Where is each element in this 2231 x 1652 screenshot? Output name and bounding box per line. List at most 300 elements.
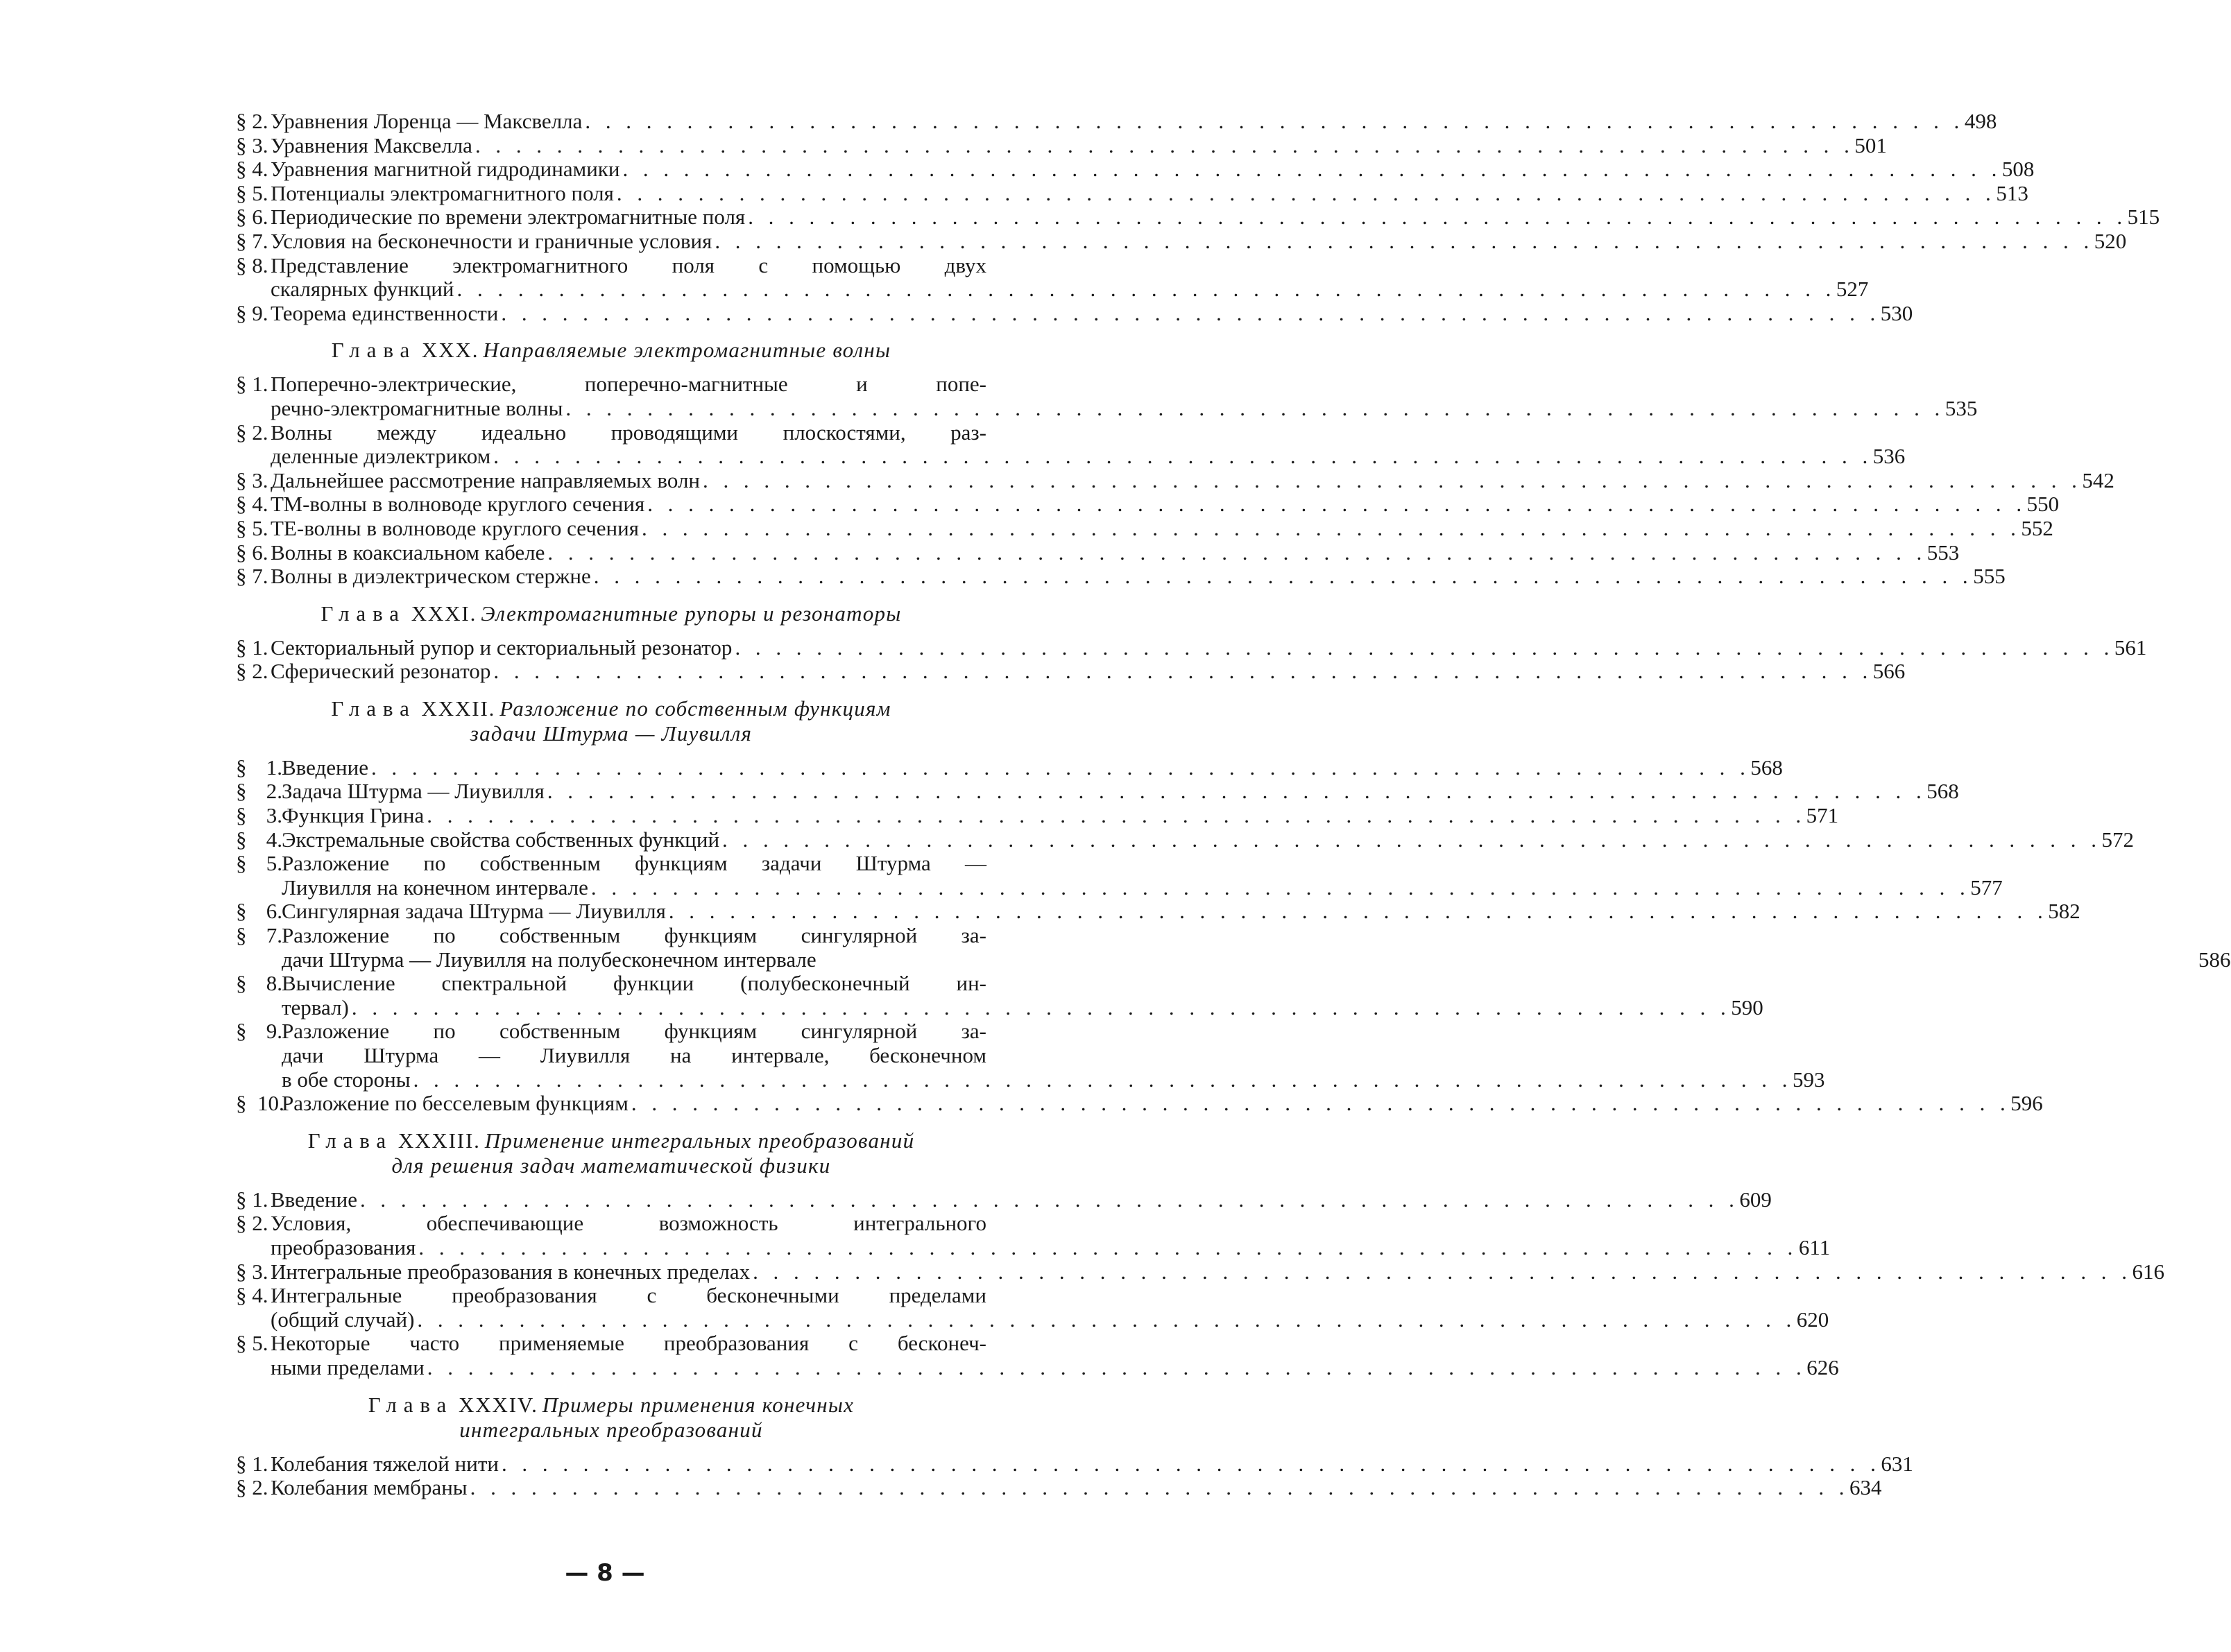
toc-entry <box>236 635 2147 660</box>
entry-line <box>271 444 1906 469</box>
entry-line <box>271 635 2147 660</box>
page-ref: 553 <box>1926 540 1960 565</box>
toc-entry <box>236 1331 1839 1379</box>
entry-line <box>282 899 2080 924</box>
entry-text <box>271 109 1997 134</box>
dot-leader <box>470 1476 1845 1500</box>
dot-leader <box>642 517 2016 541</box>
dot-leader <box>413 1068 1788 1092</box>
toc-entry <box>236 1091 2043 1116</box>
toc-block <box>236 601 2147 684</box>
section-index: 1. <box>252 1451 268 1476</box>
table-of-contents <box>236 109 2231 1500</box>
section-index: 3. <box>266 803 282 828</box>
chapter-title: Разложение по собственным функциям <box>499 696 891 721</box>
page-ref: 550 <box>2026 492 2060 517</box>
section-index: 5. <box>252 180 268 205</box>
section-number <box>236 254 271 278</box>
section-mark: § <box>236 899 247 924</box>
section-mark: § <box>236 132 247 157</box>
section-mark: § <box>236 1211 247 1236</box>
section-number <box>236 205 271 230</box>
entry-line: дачи Штурма — Лиувилля на интервале, бесконечном <box>282 1043 986 1067</box>
entry-title: тервал) <box>282 995 349 1019</box>
section-number <box>236 541 271 565</box>
section-index: 9. <box>252 300 268 325</box>
entry-line: Некоторые часто применяемые преобразования с бесконеч- <box>271 1331 986 1356</box>
section-number <box>236 1476 271 1500</box>
dot-leader <box>502 1452 1876 1477</box>
section-mark: § <box>236 1091 247 1116</box>
section-mark: § <box>236 803 247 828</box>
entry-text <box>271 1475 1882 1500</box>
section-mark: § <box>236 923 247 948</box>
entry-text <box>271 564 2006 589</box>
section-number <box>236 852 282 876</box>
entry-text <box>271 467 2114 493</box>
section-index: 3. <box>252 132 268 157</box>
entry-title: Введение <box>282 755 368 780</box>
entry-text <box>271 492 2060 517</box>
section-number <box>236 900 282 924</box>
section-number <box>236 924 282 948</box>
entry-title: Потенциалы электромагнитного поля <box>271 180 614 205</box>
section-number <box>236 565 271 589</box>
page-number: — 8 — <box>565 1559 645 1587</box>
section-number <box>236 182 271 206</box>
entry-line <box>282 995 1763 1020</box>
page-ref: 520 <box>2094 228 2127 253</box>
page-ref: 508 <box>2001 157 2035 182</box>
entry-line <box>271 277 1869 302</box>
section-number <box>236 421 271 445</box>
chapter-word: Глава <box>320 601 406 626</box>
chapter-title: Применение интегральных преобразований <box>484 1128 915 1153</box>
entry-text <box>271 1283 1829 1332</box>
section-index: 1. <box>252 372 268 397</box>
section-mark: § <box>236 851 247 876</box>
entry-title: Периодические по времени электромагнитные поля <box>271 205 746 230</box>
entry-text <box>271 157 2035 182</box>
entry-text <box>271 659 1906 684</box>
dot-leader <box>715 230 2089 254</box>
chapter-heading <box>236 338 986 363</box>
section-number <box>236 1284 271 1308</box>
section-number <box>236 636 271 660</box>
section-number <box>236 492 271 517</box>
entry-title: скалярных функций <box>271 277 454 302</box>
entry-text <box>271 635 2147 660</box>
toc-entry <box>236 205 2160 230</box>
page-ref: 572 <box>2101 827 2134 852</box>
toc-entry <box>236 827 2134 852</box>
section-mark: § <box>236 1019 247 1044</box>
page-ref: 616 <box>2132 1259 2165 1284</box>
entry-title: (общий случай) <box>271 1307 415 1332</box>
section-index: 1. <box>252 635 268 660</box>
toc-entry <box>236 157 2035 182</box>
toc-entry <box>236 492 2060 517</box>
dot-leader <box>352 996 1726 1020</box>
entry-title: ными пределами <box>271 1354 425 1379</box>
entry-text <box>271 1187 1772 1212</box>
entry-line <box>271 1187 1772 1212</box>
entry-line <box>271 109 1997 134</box>
toc-entry <box>236 1283 1829 1332</box>
toc-block <box>236 338 2114 589</box>
section-mark: § <box>236 300 247 325</box>
section-mark: § <box>236 515 247 540</box>
chapter-title: задачи Штурма — Лиувилля <box>470 721 753 746</box>
entry-line <box>271 1234 1831 1260</box>
entry-title: Введение <box>271 1187 357 1212</box>
section-index: 2. <box>252 1475 268 1500</box>
entry-title: Разложение по бесселевым функциям <box>282 1091 629 1116</box>
toc-entry <box>236 1187 1772 1212</box>
entry-text <box>282 899 2080 924</box>
dot-leader <box>360 1188 1734 1212</box>
chapter-word: Глава <box>368 1392 454 1417</box>
entry-title: Колебания тяжелой нити <box>271 1451 499 1476</box>
entry-title: Условия на бесконечности и граничные условия <box>271 228 712 253</box>
toc-block <box>236 109 2160 325</box>
entry-text <box>282 779 1959 804</box>
entry-line <box>282 827 2134 852</box>
section-number <box>236 134 271 158</box>
entry-title: Экстремальные свойства собственных функций <box>282 827 720 852</box>
section-number <box>236 972 282 996</box>
section-number <box>236 660 271 684</box>
entry-line <box>282 779 1959 804</box>
section-index: 2. <box>252 420 268 445</box>
section-number <box>236 828 282 852</box>
chapter-heading <box>236 696 986 746</box>
toc-entry <box>236 1019 1825 1092</box>
page-ref: 527 <box>1836 277 1869 302</box>
entry-line <box>271 1451 1913 1477</box>
entry-text <box>282 803 1839 828</box>
dot-leader <box>417 1308 1791 1332</box>
entry-line <box>271 564 2006 589</box>
dot-leader <box>457 277 1831 302</box>
section-number <box>236 372 271 397</box>
dot-leader <box>617 182 1991 206</box>
page-ref: 631 <box>1881 1451 1913 1476</box>
entry-title: Функция Грина <box>282 803 425 828</box>
page-ref: 611 <box>1798 1234 1831 1259</box>
page-ref: 586 <box>2198 947 2231 972</box>
entry-text <box>282 755 1783 780</box>
section-mark: § <box>236 492 247 517</box>
page-ref: 535 <box>1944 395 1978 420</box>
section-number <box>236 157 271 182</box>
toc-block <box>236 1392 1913 1500</box>
section-number <box>236 1260 271 1284</box>
entry-line <box>271 492 2060 517</box>
dot-leader <box>475 134 1849 158</box>
section-index: 5. <box>252 515 268 540</box>
dot-leader <box>594 565 1968 589</box>
dot-leader <box>493 660 1867 684</box>
chapter-title: интегральных преобразований <box>459 1417 763 1442</box>
entry-title: Теорема единственности <box>271 300 499 325</box>
chapter-number: XXXIII. <box>398 1128 481 1153</box>
toc-block <box>236 696 2231 1116</box>
chapter-title: Электромагнитные рупоры и резонаторы <box>481 601 902 626</box>
entry-line <box>282 875 2003 900</box>
toc-entry <box>236 515 2053 541</box>
chapter-heading <box>236 1128 986 1178</box>
entry-text <box>282 971 1763 1019</box>
entry-text <box>271 1331 1839 1379</box>
dot-leader <box>631 1092 2006 1116</box>
section-number <box>236 756 282 780</box>
section-mark: § <box>236 109 247 133</box>
section-number <box>236 1019 282 1044</box>
dot-leader <box>427 804 1801 828</box>
entry-title: ТЕ-волны в волноводе круглого сечения <box>271 515 639 540</box>
entry-title: Волны в диэлектрическом стержне <box>271 564 591 589</box>
section-index: 3. <box>252 467 268 492</box>
entry-text <box>271 228 2127 254</box>
toc-entry <box>236 755 1783 780</box>
entry-text <box>271 1259 2165 1284</box>
section-mark: § <box>236 467 247 492</box>
toc-entry <box>236 132 1887 158</box>
page-ref: 513 <box>1996 180 2028 205</box>
toc-entry <box>236 1451 1913 1477</box>
section-mark: § <box>236 372 247 397</box>
section-mark: § <box>236 420 247 445</box>
page-ref: 566 <box>1872 659 1906 684</box>
chapter-word: Глава <box>331 696 416 721</box>
page-ref: 593 <box>1792 1067 1825 1092</box>
chapter-title: Примеры применения конечных <box>542 1392 855 1417</box>
entry-title: Колебания мембраны <box>271 1475 468 1500</box>
section-number <box>236 1332 271 1356</box>
section-mark: § <box>236 180 247 205</box>
entry-title: в обе стороны <box>282 1067 411 1092</box>
section-mark: § <box>236 1331 247 1356</box>
section-number <box>236 230 271 254</box>
dot-leader <box>669 900 2043 924</box>
section-index: 2. <box>252 659 268 684</box>
toc-entry <box>236 420 1906 469</box>
dot-leader <box>753 1260 2127 1284</box>
entry-title: Сингулярная задача Штурма — Лиувилля <box>282 899 666 924</box>
entry-text <box>271 540 1960 565</box>
dot-leader <box>565 397 1940 421</box>
toc-entry <box>236 252 1869 302</box>
entry-line <box>271 300 1913 326</box>
section-index: 6. <box>266 899 282 924</box>
toc-entry <box>236 659 1906 684</box>
dot-leader <box>501 302 1875 326</box>
entry-text <box>271 132 1887 158</box>
chapter-number: XXXII. <box>421 696 496 721</box>
entry-text <box>271 205 2160 230</box>
section-index: 7. <box>252 564 268 589</box>
chapter-word: Глава <box>307 1128 393 1153</box>
section-index: 8. <box>266 971 282 996</box>
section-mark: § <box>236 1259 247 1284</box>
section-number <box>236 1212 271 1236</box>
section-mark: § <box>236 540 247 565</box>
entry-title: речно-электромагнитные волны <box>271 395 563 420</box>
section-index: 4. <box>252 1283 268 1308</box>
section-number <box>236 302 271 326</box>
entry-line: Поперечно-электрические, поперечно-магнитные и попе- <box>271 372 986 397</box>
section-index: 9. <box>266 1019 282 1044</box>
entry-text <box>282 1019 1825 1092</box>
entry-text <box>271 1451 1913 1477</box>
entry-line <box>271 540 1960 565</box>
page-ref: 609 <box>1739 1187 1772 1212</box>
page-ref: 536 <box>1872 444 1906 469</box>
page-ref: 552 <box>2021 515 2053 540</box>
page-ref: 634 <box>1849 1475 1882 1500</box>
entry-text <box>271 252 1869 302</box>
entry-line: Интегральные преобразования с бесконечными пределами <box>271 1283 986 1308</box>
page-ref: 590 <box>1731 995 1763 1019</box>
toc-entry <box>236 923 2231 972</box>
section-index: 1. <box>266 755 282 780</box>
section-index: 2. <box>252 1211 268 1236</box>
section-number <box>236 1452 271 1477</box>
section-number <box>236 804 282 828</box>
entry-line: Разложение по собственным функциям сингулярной за- <box>282 923 986 948</box>
section-mark: § <box>236 252 247 277</box>
entry-text <box>271 1211 1831 1259</box>
entry-line <box>271 1354 1839 1380</box>
section-index: 4. <box>252 157 268 182</box>
section-index: 3. <box>252 1259 268 1284</box>
page-ref: 530 <box>1880 300 1913 325</box>
toc-entry <box>236 971 1763 1019</box>
entry-line: Разложение по собственным функциям задачи Штурма — <box>282 851 986 876</box>
toc-entry <box>236 803 1839 828</box>
dot-leader <box>735 636 2109 660</box>
page-ref: 561 <box>2114 635 2147 660</box>
toc-block <box>236 1128 2165 1380</box>
section-mark: § <box>236 1187 247 1212</box>
entry-title: Уравнения Максвелла <box>271 132 472 157</box>
section-number <box>236 1092 282 1116</box>
section-index: 1. <box>252 1187 268 1212</box>
section-mark: § <box>236 205 247 230</box>
entry-title: дачи Штурма — Лиувилля на полубесконечном интервале <box>282 947 817 972</box>
toc-entry <box>236 228 2127 254</box>
toc-entry <box>236 1475 1882 1500</box>
entry-line <box>271 1475 1882 1500</box>
section-mark: § <box>236 228 247 253</box>
chapter-word: Глава <box>331 338 417 363</box>
toc-entry <box>236 851 2003 900</box>
page-ref: 620 <box>1796 1307 1829 1332</box>
entry-text <box>282 827 2134 852</box>
page-ref: 626 <box>1806 1354 1839 1379</box>
section-index: 7. <box>252 228 268 253</box>
section-index: 5. <box>266 851 282 876</box>
section-number <box>236 110 271 134</box>
entry-line <box>271 132 1887 158</box>
entry-text <box>271 300 1913 326</box>
entry-line <box>271 228 2127 254</box>
entry-line <box>271 467 2114 493</box>
entry-title: Секториальный рупор и секториальный резонатор <box>271 635 733 660</box>
section-index: 6. <box>252 205 268 230</box>
entry-title: Уравнения магнитной гидродинамики <box>271 157 620 182</box>
entry-line <box>271 1259 2165 1284</box>
toc-entry <box>236 109 1997 134</box>
dot-leader <box>418 1236 1793 1260</box>
entry-line: Разложение по собственным функциям сингулярной за- <box>282 1019 986 1044</box>
entry-title: Задача Штурма — Лиувилля <box>282 779 545 804</box>
dot-leader <box>547 541 1922 565</box>
chapter-number: XXX. <box>421 338 479 363</box>
toc-entry <box>236 300 1913 326</box>
toc-entry <box>236 372 1978 420</box>
chapter-number: XXXIV. <box>459 1392 538 1417</box>
toc-entry <box>236 540 1960 565</box>
entry-line <box>282 1091 2043 1116</box>
section-mark: § <box>236 659 247 684</box>
section-number <box>236 469 271 493</box>
entry-line <box>282 1067 1825 1092</box>
section-index: 6. <box>252 540 268 565</box>
entry-title: Уравнения Лоренца — Максвелла <box>271 109 583 133</box>
section-mark: § <box>236 755 247 780</box>
page-ref: 498 <box>1964 109 1997 133</box>
dot-leader <box>547 780 1922 804</box>
chapter-title: для решения задач математической физики <box>391 1153 831 1178</box>
page-ref: 582 <box>2048 899 2080 924</box>
entry-line <box>271 659 1906 684</box>
entry-text <box>271 515 2053 541</box>
toc-entry <box>236 779 1959 804</box>
toc-entry <box>236 1211 1831 1259</box>
section-index: 5. <box>252 1331 268 1356</box>
section-mark: § <box>236 564 247 589</box>
entry-line <box>271 395 1978 421</box>
dot-leader <box>622 157 1997 182</box>
dot-leader <box>371 756 1745 780</box>
entry-title: Сферический резонатор <box>271 659 491 684</box>
section-mark: § <box>236 971 247 996</box>
toc-entry <box>236 1259 2165 1284</box>
dot-leader <box>647 492 2021 517</box>
dot-leader <box>591 876 1965 900</box>
section-mark: § <box>236 827 247 852</box>
page-ref: 568 <box>1926 779 1959 804</box>
page-ref: 596 <box>2010 1091 2043 1116</box>
entry-text <box>282 1091 2043 1116</box>
entry-text <box>282 923 2231 972</box>
section-mark: § <box>236 1283 247 1308</box>
entry-line <box>271 1307 1829 1332</box>
section-index: 4. <box>252 492 268 517</box>
chapter-heading <box>236 601 986 626</box>
toc-entry <box>236 564 2006 589</box>
section-index: 2. <box>252 109 268 133</box>
section-index: 4. <box>266 827 282 852</box>
entry-title: Волны в коаксиальном кабеле <box>271 540 545 565</box>
entry-text <box>271 180 2028 206</box>
entry-title: Интегральные преобразования в конечных пределах <box>271 1259 751 1284</box>
section-number <box>236 1188 271 1212</box>
section-mark: § <box>236 1451 247 1476</box>
section-mark: § <box>236 1475 247 1500</box>
